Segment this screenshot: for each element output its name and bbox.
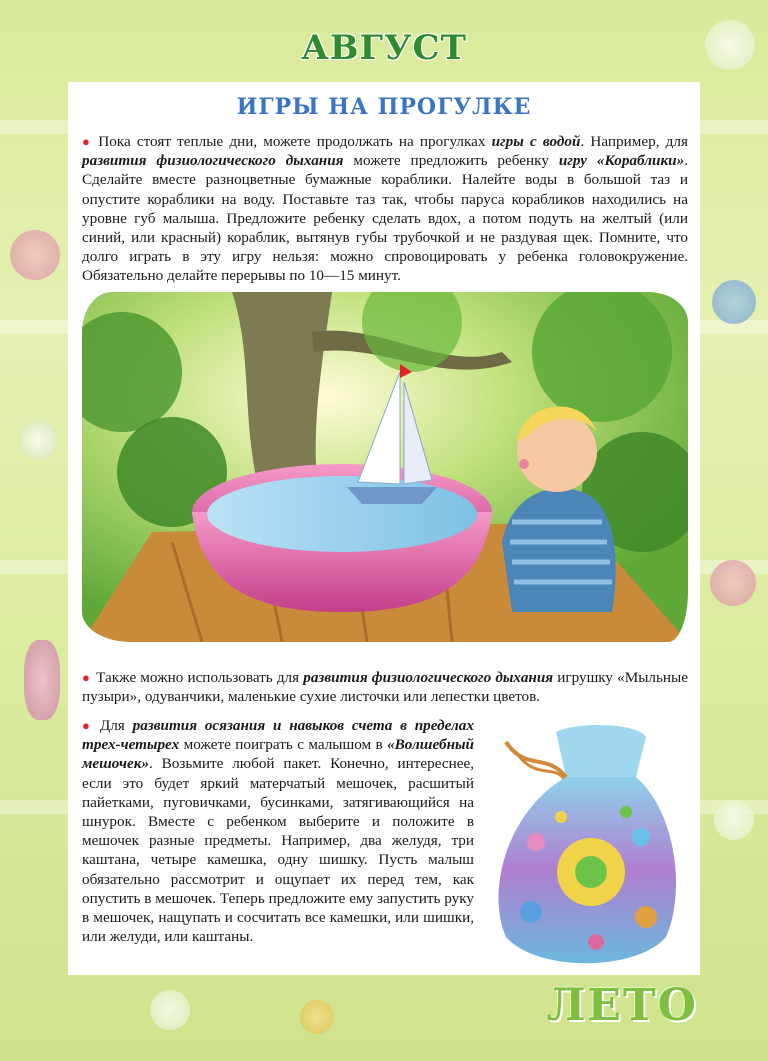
bullet-icon: ● [82, 134, 93, 149]
paragraph-breathing-toys: ● Также можно использовать для развития физиологического дыхания игрушку «Мыльные пузыри», одуванчики, маленькие сухие листочки или лепестки цветов. [82, 669, 688, 706]
season-title: ЛЕТО [546, 980, 698, 1031]
bullet-icon: ● [82, 670, 91, 685]
section-title: ИГРЫ НА ПРОГУЛКЕ [236, 94, 532, 120]
flower-decoration [712, 280, 756, 324]
content-panel [68, 82, 700, 975]
flower-decoration [24, 640, 60, 720]
paragraph-magic-bag: ● Для развития осязания и навыков счета в пределах трех-четырех можете поиграть с малышом в «Волшебный мешочек». Возьмите любой пакет. Конечно, интереснее, если это будет яркий матерчатый мешочек, расшитый пайетками, пуговичками, бусинками, затягивающийся на шнурок. Вместе с ребенком выберите и положите в мешочек разные предметы. Например, два желудя, три каштана, четыре камешка, одну шишку. Пусть малыш обязательно рассмотрит и ощупает их перед тем, как опустить в мешочек. Теперь предложите ему запустить руку в мешочек, нащупать и сосчитать все камешки, или шишки, или желуди, или каштаны. [82, 717, 474, 946]
magic-bag-illustration [486, 722, 686, 972]
month-title: АВГУСТ [301, 28, 467, 68]
flower-decoration [300, 1000, 334, 1034]
flower-decoration [150, 990, 190, 1030]
flower-decoration [18, 420, 58, 460]
boat-game-illustration [82, 292, 688, 642]
paragraph-water-games: ● Пока стоят теплые дни, можете продолжать на прогулках игры с водой. Например, для развития физиологического дыхания можете предложить ребенку игру «Кораблики». Сделайте вместе разноцветные бумажные кораблики. Налейте воды в большой таз и опустите кораблики на воду. Поставьте таз так, чтобы паруса корабликов находились на уровне губ малыша. Предложите ребенку сделать вдох, а потом подуть на желтый (или синий, или красный) кораблик, вытянув губы трубочкой и не раздувая щек. Помните, что долго играть в эту игру нельзя: можно спровоцировать у ребенка головокружение. Обязательно делайте перерывы по 10—15 минут. [82, 133, 688, 285]
flower-decoration [10, 230, 60, 280]
flower-decoration [710, 560, 756, 606]
bullet-icon: ● [82, 718, 94, 733]
flower-decoration [714, 800, 754, 840]
